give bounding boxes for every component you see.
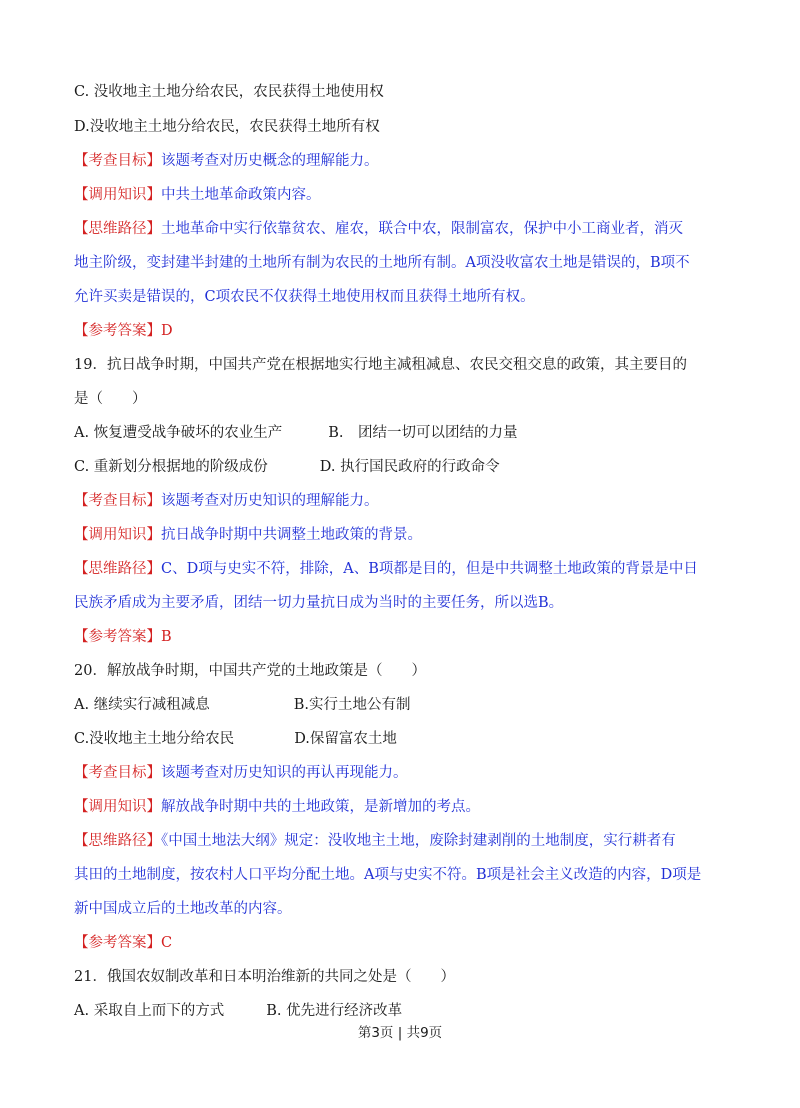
knowledge-used: 【调用知识】抗日战争时期中共调整土地政策的背景。 xyxy=(74,527,422,543)
reference-answer: 【参考答案】B xyxy=(74,629,172,645)
exam-objective: 【考查目标】该题考查对历史知识的再认再现能力。 xyxy=(74,765,408,781)
options-row xyxy=(74,423,517,443)
option-d: D.没收地主土地分给农民，农民获得土地所有权 xyxy=(74,119,380,135)
option-c: C.没收地主土地分给农民 xyxy=(74,731,235,747)
options-row xyxy=(74,1001,402,1021)
options-row xyxy=(74,695,410,715)
page-footer: 第3页 | 共9页 xyxy=(357,1025,443,1041)
knowledge-used-tag: 【调用知识】 xyxy=(74,527,161,543)
reasoning-path-tag: 【思维路径】 xyxy=(74,221,161,237)
reference-answer-tag: 【参考答案】 xyxy=(74,629,161,645)
question-19: 19．抗日战争时期，中国共产党在根据地实行地主减租减息、农民交租交息的政策，其主要目的 xyxy=(74,357,687,373)
reasoning-path: 【思维路径】C、D项与史实不符，排除，A、B项都是目的，但是中共调整土地政策的背景是中日 xyxy=(74,561,698,577)
reasoning-path-cont: 地主阶级，变封建半封建的土地所有制为农民的土地所有制。A项没收富农土地是错误的，B项不 xyxy=(74,255,690,271)
reasoning-path-cont: 允许买卖是错误的，C项农民不仅获得土地使用权而且获得土地所有权。 xyxy=(74,289,535,305)
exam-objective-tag: 【考查目标】 xyxy=(74,153,161,169)
option-c: C. 没收地主土地分给农民，农民获得土地使用权 xyxy=(74,84,384,100)
reference-answer-tag: 【参考答案】 xyxy=(74,323,161,339)
question-20: 20．解放战争时期，中国共产党的土地政策是（ ） xyxy=(74,663,426,679)
reference-answer-tag: 【参考答案】 xyxy=(74,935,161,951)
reasoning-path-tag: 【思维路径】 xyxy=(74,561,161,577)
knowledge-used-tag: 【调用知识】 xyxy=(74,187,161,203)
option-b: B. 团结一切可以团结的力量 xyxy=(328,425,518,441)
exam-objective-tag: 【考查目标】 xyxy=(74,765,161,781)
option-a: A. 采取自上而下的方式 xyxy=(74,1003,225,1019)
reasoning-path-cont: 其田的土地制度，按农村人口平均分配土地。A项与史实不符。B项是社会主义改造的内容，D项是 xyxy=(74,867,702,883)
option-b: B. 优先进行经济改革 xyxy=(266,1003,403,1019)
exam-objective: 【考查目标】该题考查对历史知识的理解能力。 xyxy=(74,493,379,509)
knowledge-used: 【调用知识】解放战争时期中共的土地政策，是新增加的考点。 xyxy=(74,799,480,815)
option-a: A. 继续实行减租减息 xyxy=(74,697,210,713)
reference-answer: 【参考答案】D xyxy=(74,323,173,339)
option-a: A. 恢复遭受战争破坏的农业生产 xyxy=(74,425,283,441)
reasoning-path-cont: 民族矛盾成为主要矛盾，团结一切力量抗日成为当时的主要任务，所以选B。 xyxy=(74,595,564,611)
option-c: C. 重新划分根据地的阶级成份 xyxy=(74,459,268,475)
option-b: B.实行土地公有制 xyxy=(293,697,411,713)
reference-answer: 【参考答案】C xyxy=(74,935,173,951)
exam-objective-tag: 【考查目标】 xyxy=(74,493,161,509)
reasoning-path: 【思维路径】《中国土地法大纲》规定：没收地主土地，废除封建剥削的土地制度，实行耕者有 xyxy=(74,833,676,849)
question-19-cont: 是（ ） xyxy=(74,391,147,407)
knowledge-used-tag: 【调用知识】 xyxy=(74,799,161,815)
option-d: D. 执行国民政府的行政命令 xyxy=(319,459,500,475)
knowledge-used: 【调用知识】中共土地革命政策内容。 xyxy=(74,187,321,203)
options-row xyxy=(74,729,397,749)
option-d: D.保留富农土地 xyxy=(294,731,397,747)
question-21: 21．俄国农奴制改革和日本明治维新的共同之处是（ ） xyxy=(74,969,455,985)
reasoning-path-tag: 【思维路径】 xyxy=(74,833,161,849)
exam-objective: 【考查目标】该题考查对历史概念的理解能力。 xyxy=(74,153,379,169)
reasoning-path: 【思维路径】土地革命中实行依靠贫农、雇农，联合中农，限制富农，保护中小工商业者，消灭 xyxy=(74,221,683,237)
reasoning-path-cont: 新中国成立后的土地改革的内容。 xyxy=(74,901,292,917)
options-row xyxy=(74,457,500,477)
